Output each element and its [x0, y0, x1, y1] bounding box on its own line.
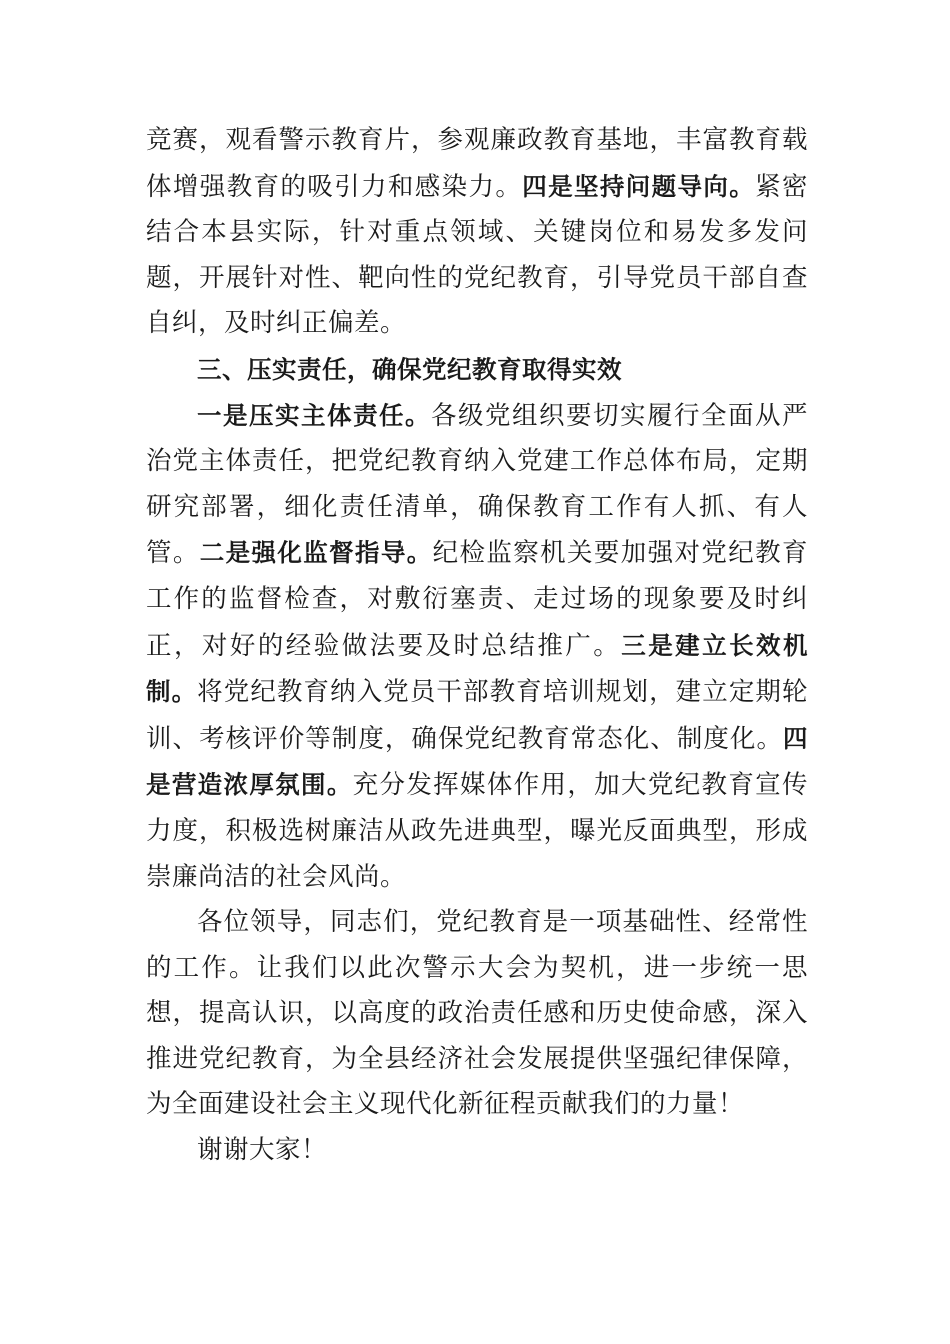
paragraph-responsibilities: [146, 393, 808, 901]
paragraph-continuation: [146, 118, 808, 347]
paragraph-text: 充分发挥媒体作用，加大党纪教育宣传力度，积极选树廉洁从政先进典型，曝光反面典型，形成崇廉尚洁的社会风尚。: [146, 770, 808, 892]
paragraph-text: 将党纪教育纳入党员干部教育培训规划，建立定期轮训、考核评价等制度，确保党纪教育常态化、制度化。: [146, 677, 808, 754]
section-heading: 三、压实责任，确保党纪教育取得实效: [197, 354, 622, 384]
paragraph-text: 紧密结合本县实际，针对重点领域、关键岗位和易发多发问题，开展针对性、靶向性的党纪教育，引导党员干部自查自纠，及时纠正偏差。: [146, 171, 808, 339]
bold-phrase: 四是坚持问题导向。: [522, 171, 756, 201]
bold-phrase: 四是营造浓厚氛围。: [146, 723, 808, 800]
paragraph-text: 竞赛，观看警示教育片，参观廉政教育基地，丰富教育载体增强教育的吸引力和感染力。: [146, 125, 808, 202]
paragraph-text: 纪检监察机关要加强对党纪教育工作的监督检查，对敷衍塞责、走过场的现象要及时纠正，对好的经验做法要及时总结推广。: [146, 538, 808, 661]
document-body: [146, 118, 808, 1174]
paragraph-thanks: 谢谢大家！: [197, 1135, 328, 1166]
paragraph-closing: 各位领导，同志们，党纪教育是一项基础性、经常性的工作。让我们以此次警示大会为契机，进一步统一思想，提高认识，以高度的政治责任感和历史使命感，深入推进党纪教育，为全县经济社会发展提供坚强纪律保障，为全面建设社会主义现代化新征程贡献我们的力量！: [146, 907, 808, 1120]
paragraph-text: 各级党组织要切实履行全面从严治党主体责任，把党纪教育纳入党建工作总体布局，定期研究部署，细化责任清单，确保教育工作有人抓、有人管。: [146, 400, 808, 569]
bold-phrase: 一是压实主体责任。: [197, 400, 431, 430]
bold-phrase: 三是建立长效机制。: [146, 630, 808, 707]
bold-phrase: 二是强化监督指导。: [199, 538, 433, 568]
